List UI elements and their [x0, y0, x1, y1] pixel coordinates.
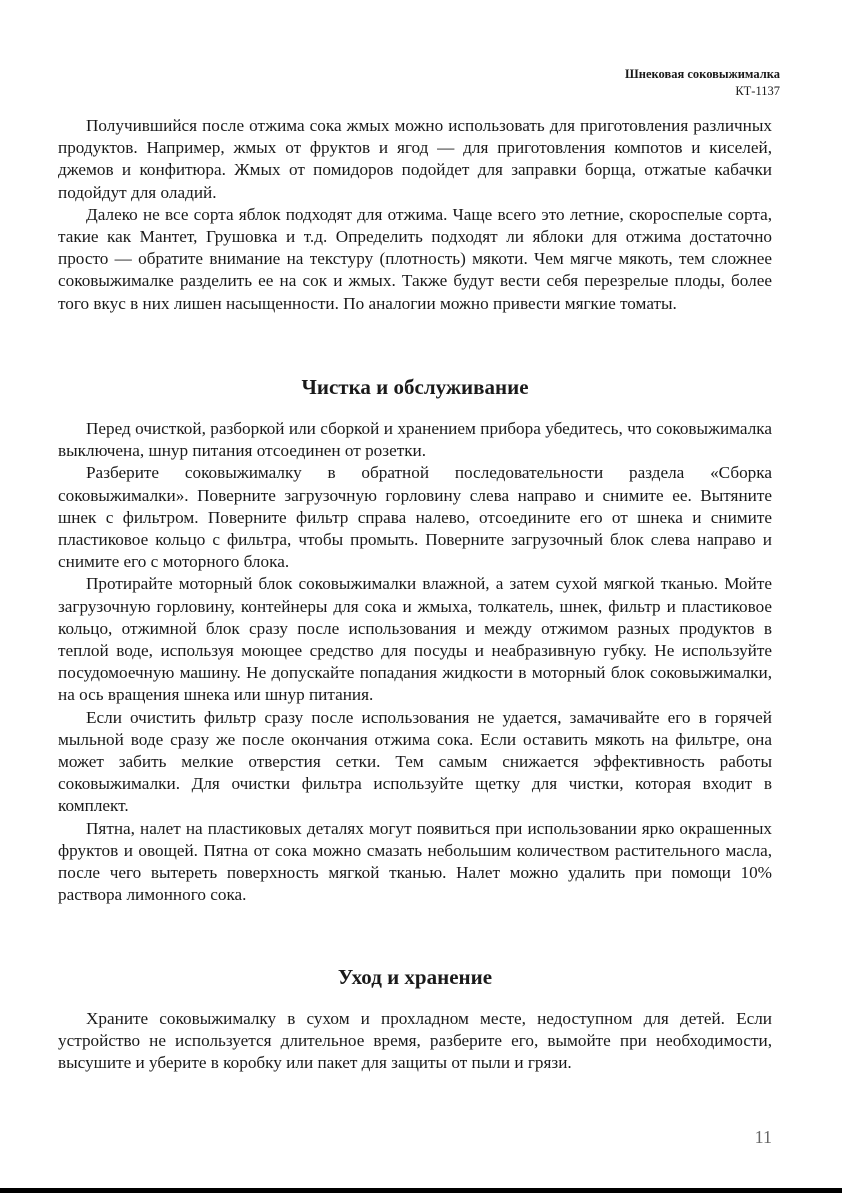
paragraph: Протирайте моторный блок соковыжималки влажной, а затем сухой мягкой тканью. Мойте загрузочную горловину, контейнеры для сока и жмыха, толкатель, шнек, фильтр и пластиковое кольцо, отжимной блок сразу после использования и между отжимом разных продуктов в теплой воде, используя моющее средство для посуды и неабразивную губку. Не используйте посудомоечную машину. Не допускайте попадания жидкости в моторный блок соковыжималки, на ось вращения шнека или шнур питания. — [58, 574, 772, 705]
paragraph: Храните соковыжималку в сухом и прохладном месте, недоступном для детей. Если устройство не используется длительное время, разберите его, вымойте при необходимости, высушите и уберите в коробку или пакет для защиты от пыли и грязи. — [58, 1009, 772, 1073]
bottom-border-line — [0, 1188, 842, 1193]
running-header — [625, 66, 780, 100]
paragraph: Получившийся после отжима сока жмых можно использовать для приготовления различных продуктов. Например, жмых от фруктов и ягод — для приготовления компотов и киселей, джемов и конфитюра. Жмых от помидоров подойдет для заправки борща, отжатые кабачки подойдут для оладий. — [58, 116, 772, 202]
paragraph: Разберите соковыжималку в обратной последовательности раздела «Сборка соковыжималки». Поверните загрузочную горловину слева направо и снимите ее. Вытяните шнек с фильтром. Поверните фильтр справа налево, отсоедините его от шнека и снимите пластиковое кольцо с фильтра, чтобы промыть. Поверните загрузочный блок слева направо и снимите его с моторного блока. — [58, 463, 772, 572]
paragraph: Пятна, налет на пластиковых деталях могут появиться при использовании ярко окрашенных фруктов и овощей. Пятна от сока можно смазать небольшим количеством растительного масла, после чего вытереть поверхность мягкой тканью. Налет можно удалить при помощи 10% раствора лимонного сока. — [58, 818, 772, 905]
page-number: 11 — [754, 1127, 772, 1147]
paragraph: Далеко не все сорта яблок подходят для отжима. Чаще всего это летние, скороспелые сорта, такие как Мантет, Грушовка и т.д. Определить подходят ли яблоки для отжима достаточно просто — обратите внимание на текстуру (плотность) мякоти. Чем мягче мякоть, тем сложнее соковыжималке разделить ее на сок и жмых. Также будут вести себя перезрелые плоды, более того вкус в них лишен насыщенности. По аналогии можно привести мягкие томаты. — [58, 204, 772, 313]
intro-text-block — [58, 115, 772, 315]
cleaning-text-block — [58, 418, 772, 906]
header-model-number: КТ-1137 — [735, 84, 780, 98]
paragraph: Если очистить фильтр сразу после использования не удается, замачивайте его в горячей мыльной воде сразу же после окончания отжима сока. Если оставить мякоть на фильтре, она может забить мелкие отверстия сетки. Тем самым снижается эффективность работы соковыжималки. Для очистки фильтра используйте щетку для чистки, которая входит в комплект. — [58, 707, 772, 816]
section-heading-cleaning: Чистка и обслуживание — [301, 375, 529, 399]
paragraph: Перед очисткой, разборкой или сборкой и хранением прибора убедитесь, что соковыжималка выключена, шнур питания отсоединен от розетки. — [58, 419, 772, 461]
section-heading-storage: Уход и хранение — [337, 965, 493, 989]
storage-text-block — [58, 1008, 772, 1075]
header-product-title: Шнековая соковыжималка — [625, 67, 780, 81]
